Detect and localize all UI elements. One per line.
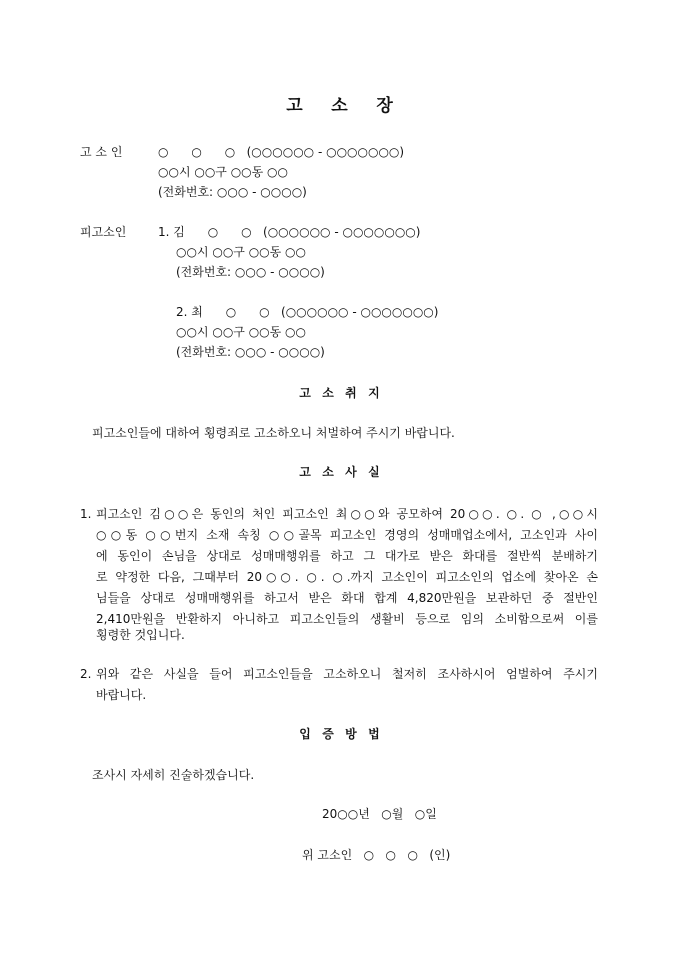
fact-1-line: 로 약정한 다음, 그때부터 20○○. ○. ○.까지 고소인이 피고소인의 업소에 찾아온 손 (96, 570, 598, 584)
fact-2-number: 2. (80, 667, 92, 681)
complainant-phone: (전화번호: ○○○ - ○○○○) (158, 185, 307, 199)
accused-2-address: ○○시 ○○구 ○○동 ○○ (176, 325, 306, 339)
accused-2-name-line: 2. 최 ○ ○ (○○○○○○ - ○○○○○○○) (176, 305, 439, 319)
accused-2-phone: (전화번호: ○○○ - ○○○○) (176, 345, 325, 359)
complainant-address: ○○시 ○○구 ○○동 ○○ (158, 165, 288, 179)
fact-1-line: 피고소인 김○○은 동인의 처인 피고소인 최○○와 공모하여 20○○. ○. ○ ,○○시 (96, 507, 598, 521)
fact-1-number: 1. (80, 507, 92, 521)
fact-1-line: 에 동인이 손님을 상대로 성매매행위를 하고 그 대가로 받은 화대를 절반씩 분배하기 (96, 549, 598, 563)
complainant-name-line: ○ ○ ○ (○○○○○○ - ○○○○○○○) (158, 145, 405, 159)
fact-1-line: 2,410만원을 반환하지 아니하고 피고소인들의 생활비 등으로 임의 소비함으로써 이를 (96, 612, 598, 626)
accused-1-address: ○○시 ○○구 ○○동 ○○ (176, 245, 306, 259)
signature-line: 위 고소인 ○ ○ ○ (인) (302, 848, 451, 862)
purpose-heading: 고 소 취 지 (299, 386, 381, 400)
evidence-text: 조사시 자세히 진술하겠습니다. (92, 768, 255, 782)
document-title: 고 소 장 (286, 96, 394, 116)
fact-2-line: 위와 같은 사실을 들어 피고소인들을 고소하오니 철저히 조사하시어 엄벌하여 주시기 (96, 667, 598, 681)
complainant-label: 고 소 인 (80, 145, 123, 159)
facts-heading: 고 소 사 실 (299, 465, 381, 479)
fact-2-line: 바랍니다. (96, 688, 147, 702)
accused-1-phone: (전화번호: ○○○ - ○○○○) (176, 265, 325, 279)
fact-1-line: ○○동 ○○번지 소재 속칭 ○○골목 피고소인 경영의 성매매업소에서, 고소인과 사이 (96, 528, 598, 542)
accused-label: 피고소인 (80, 225, 127, 239)
purpose-text: 피고소인들에 대하여 횡령죄로 고소하오니 처벌하여 주시기 바랍니다. (92, 426, 455, 440)
fact-1-line: 님들을 상대로 성매매행위를 하고서 받은 화대 합계 4,820만원을 보관하던 중 절반인 (96, 591, 598, 605)
accused-1-name-line: 1. 김 ○ ○ (○○○○○○ - ○○○○○○○) (158, 225, 421, 239)
evidence-heading: 입 증 방 법 (299, 727, 381, 741)
fact-1-line: 횡령한 것입니다. (96, 628, 185, 642)
document-date: 20○○년 ○월 ○일 (322, 807, 437, 821)
